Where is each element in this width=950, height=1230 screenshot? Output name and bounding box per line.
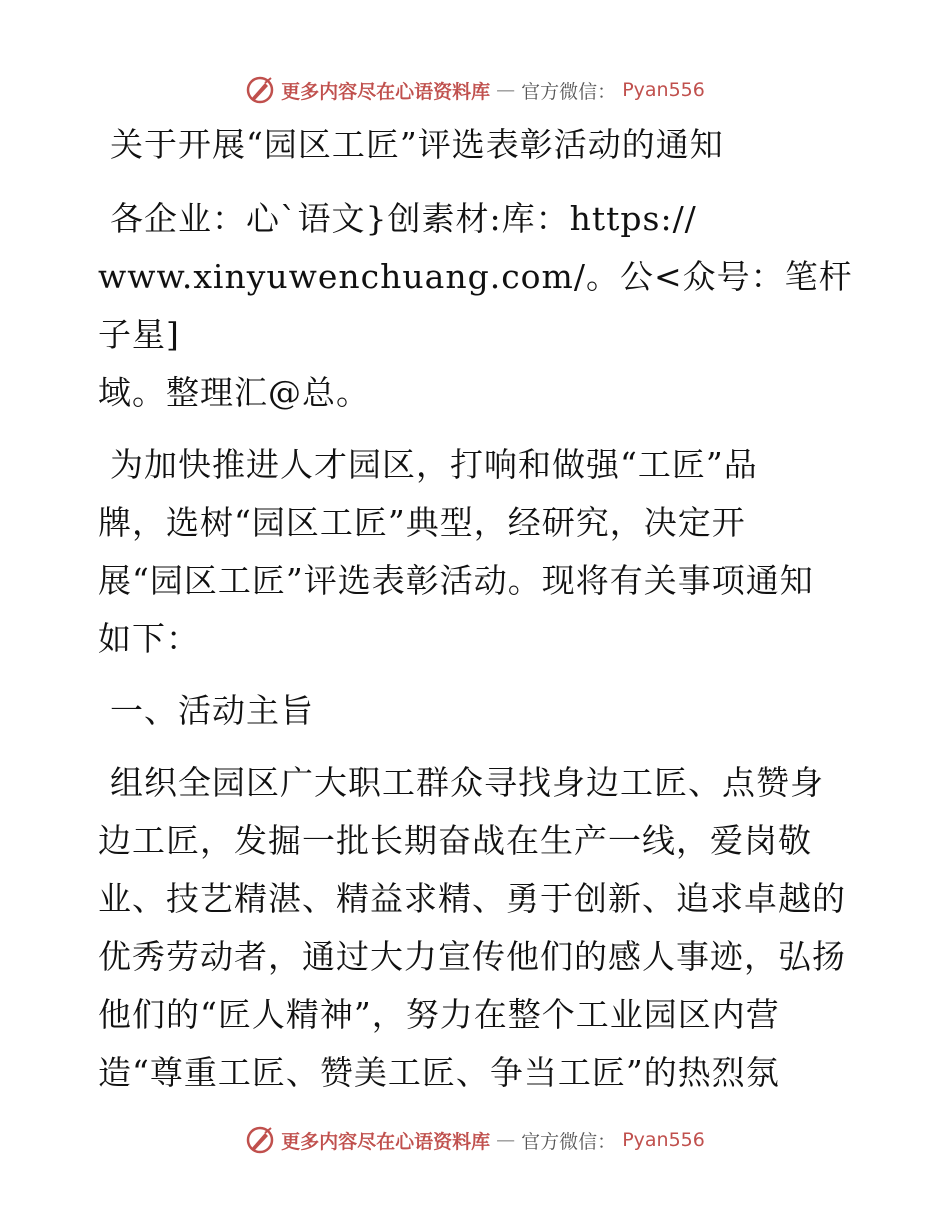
- section-heading: 一、活动主旨: [110, 691, 314, 730]
- watermark-brand-text: 更多内容尽在心语资料库: [281, 1130, 491, 1153]
- watermark-wechat-id: Pyan556: [622, 79, 705, 101]
- intro-paragraph: [98, 436, 858, 668]
- footer-watermark-banner: [0, 1120, 950, 1160]
- intro-line: 牌，选树“园区工匠”典型，经研究，决定开: [98, 503, 746, 542]
- intro-line: 为加快推进人才园区，打响和做强“工匠”品: [110, 445, 758, 484]
- section-line: 造“尊重工匠、赞美工匠、争当工匠”的热烈氛: [98, 1053, 780, 1092]
- quill-pen-seal-icon: [245, 75, 275, 105]
- watermark-separator: —: [496, 1129, 516, 1151]
- watermark-wechat-label: 官方微信：: [521, 80, 617, 103]
- document-title: 关于开展“园区工匠”评选表彰活动的通知: [110, 125, 724, 164]
- salutation-paragraph: [98, 190, 858, 422]
- section-line: 优秀劳动者，通过大力宣传他们的感人事迹，弘扬: [98, 937, 846, 976]
- salutation-line: www.xinyuwenchuang.com/。公<众号：笔杆子星]: [98, 257, 853, 354]
- section-line: 组织全园区广大职工群众寻找身边工匠、点赞身: [110, 763, 824, 802]
- quill-pen-seal-icon: [245, 1125, 275, 1155]
- intro-line: 展“园区工匠”评选表彰活动。现将有关事项通知: [98, 561, 814, 600]
- intro-line: 如下：: [98, 619, 200, 658]
- watermark-wechat-id: Pyan556: [622, 1129, 705, 1151]
- document-body: [98, 116, 858, 1102]
- watermark-brand-text: 更多内容尽在心语资料库: [281, 80, 491, 103]
- section-line: 业、技艺精湛、精益求精、勇于创新、追求卓越的: [98, 879, 846, 918]
- header-watermark-banner: [0, 70, 950, 110]
- salutation-line: 各企业：心`语文}创素材:库：https://: [110, 199, 697, 238]
- watermark-separator: —: [496, 79, 516, 101]
- section-paragraph: [98, 754, 858, 1102]
- salutation-line: 域。整理汇@总。: [98, 373, 370, 412]
- section-line: 他们的“匠人精神”，努力在整个工业园区内营: [98, 995, 780, 1034]
- section-line: 边工匠，发掘一批长期奋战在生产一线，爱岗敬: [98, 821, 812, 860]
- watermark-wechat-label: 官方微信：: [521, 1130, 617, 1153]
